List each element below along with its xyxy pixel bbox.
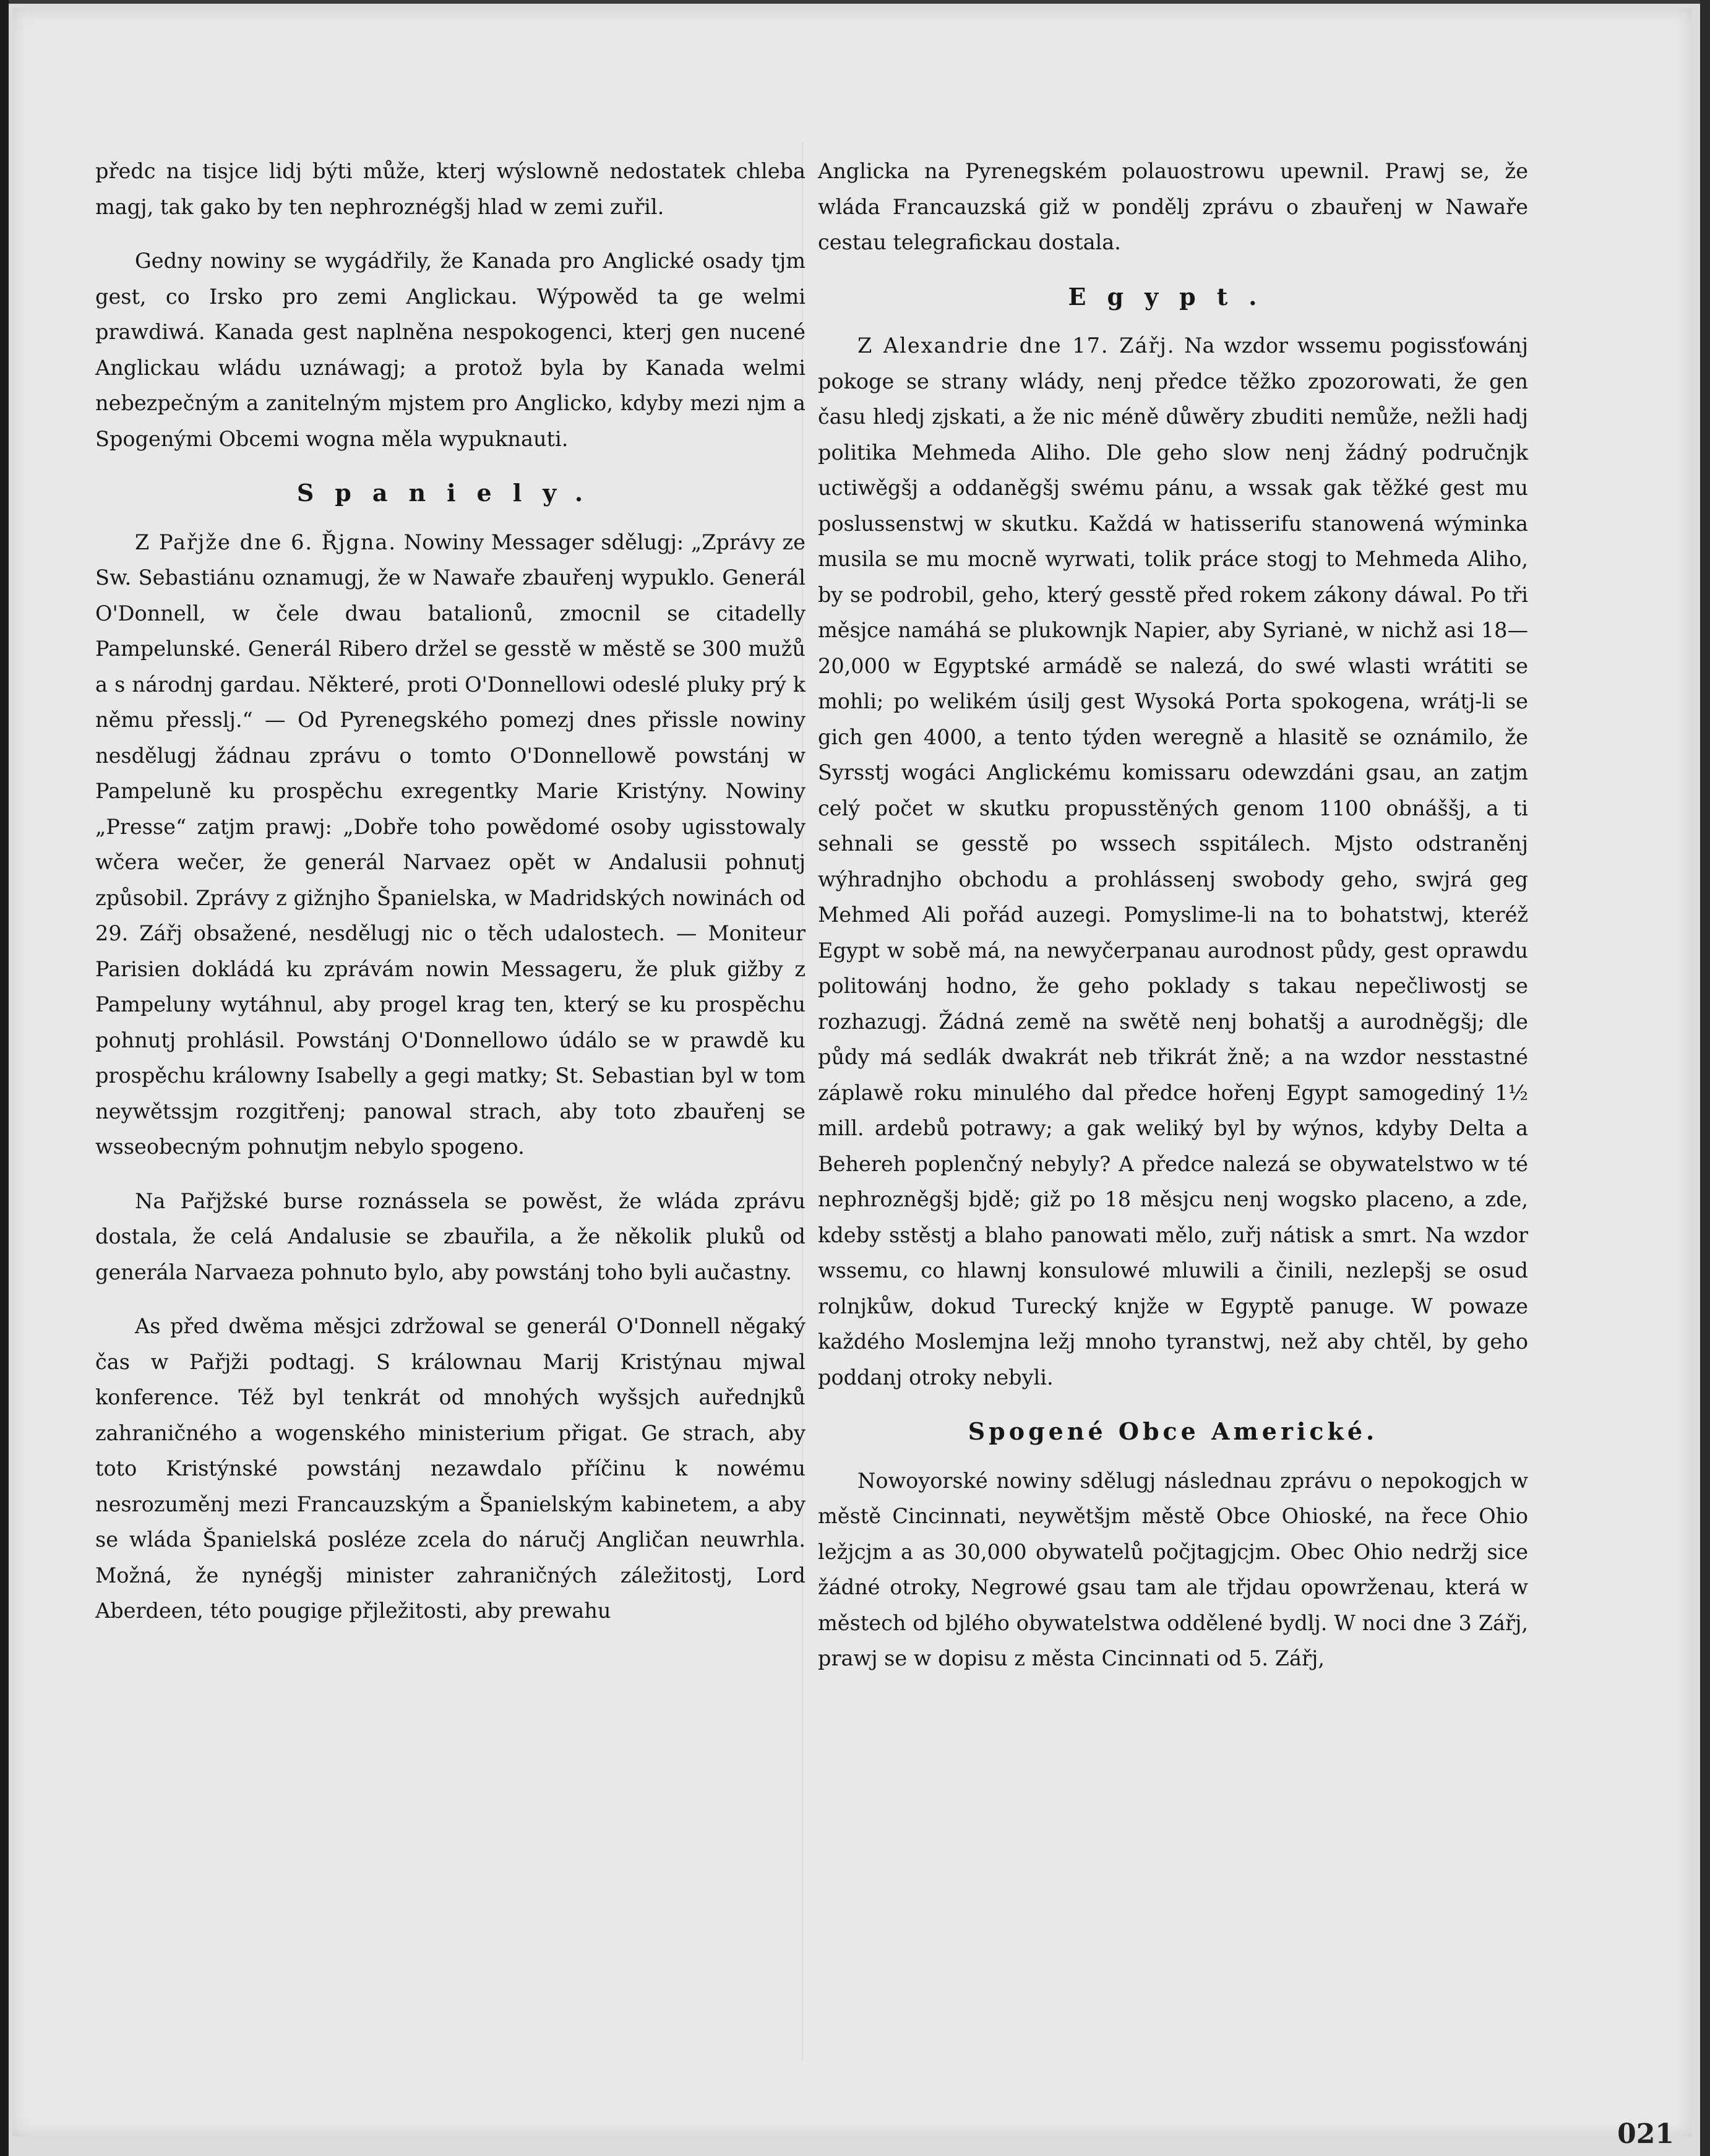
right-column [818, 153, 1528, 1695]
binding-left-edge [0, 0, 9, 2156]
section-heading-usa: Spogené Obce Americké. [968, 1417, 1378, 1445]
paragraph-right-1: Anglicka na Pyrenegském polauostrowu upewnil. Prawj se, že wláda Francauzská giž w pondělj zprávu o zbauřenj w Nawaře cestau telegrafickau dostala. [818, 159, 1528, 254]
section-heading-spain: Spaniely. [296, 479, 604, 507]
paragraph-right-2 [818, 328, 1528, 1395]
paragraph-left-3-body: Nowiny Messager sdělugj: „Zprávy ze Sw. Sebastiánu oznamugj, že w Nawaře zbauřenj wypuklo. Generál O'Donnell, w čele dwau batalionů, zmocnil se citadelly Pampelunské. Generál Ribero držel se gesstě w městě se 300 mužů a s národnj gardau. Některé, proti O'Donnellowi odeslé pluky prý k němu přesslj.“ — Od Pyrenegského pomezj dnes přissle nowiny nesdělugj žádnau zprávu o tomto O'Donnellowě powstánj w Pampeluně ku prospěchu exregentky Marie Kristýny. Nowiny „Presse“ zatjm prawj: „Dobře toho powědomé osoby ugisstowaly wčera wečer, že generál Narvaez opět w Andalusii pohnutj způsobil. Zprávy z gižnjho Španielska, w Madridských nowinách od 29. Zářj obsažené, nesdělugj nic o těch udalostech. — Moniteur Parisien dokládá ku zprávám nowin Messageru, že pluk gižby z Pampeluny wytáhnul, aby progel krag ten, který se ku prospěchu pohnutj prohlásil. Powstánj O'Donnellowo údálo se w prawdě ku prospěchu králowny Isabelly a gegi matky; St. Sebastian byl w tom neywětssjm rozgitřenj; panowal strach, aby toto zbauřenj se wsseobecným pohnutjm nebylo spogeno. [95, 530, 806, 1159]
paragraph-left-5: As před dwěma měsjci zdržowal se generál O'Donnell něgaký čas w Pařjži podtagj. S králownau Marij Kristýnau mjwal konference. Též byl tenkrát od mnohých wyšsjch auřednjků zahraničného a wogenského ministerium přigat. Ge strach, aby toto Kristýnské powstánj nezawdalo příčinu k nowému nesrozuměnj mezi Francauzským a Španielským kabinetem, a aby se wláda Španielská posléze zcela do náručj Angličan neuwrhla. Možná, že nynégšj minister zahraničných záležitostj, Lord Aberdeen, této pougige přjležitosti, aby prewahu [95, 1314, 806, 1623]
section-heading-egypt: Egypt. [1068, 282, 1278, 311]
paragraph-left-2: Gedny nowiny se wygádřily, že Kanada pro Anglické osady tjm gest, co Irsko pro zemi Anglickau. Wýpowěd ta ge welmi prawdiwá. Kanada gest naplněna nespokogenci, kterj gen nucené Anglickau wládu uznáwagj; a protož byla by Kanada welmi nebezpečným a zanitelným mjstem pro Anglicko, kdyby mezi njm a Spogenými Obcemi wogna měla wypuknauti. [95, 249, 806, 451]
page-number: 021 [1617, 2118, 1674, 2150]
left-column [95, 153, 806, 1647]
dateline-alexandria: Z Alexandrie dne 17. Zářj. [857, 333, 1175, 358]
paragraph-right-3: Nowoyorské nowiny sdělugj následnau zprávu o nepokogjch w městě Cincinnati, neywětšjm městě Obce Ohioské, na řece Ohio ležjcjm a as 30,000 obywatelů počjtagjcjm. Obec Ohio nedržj sice žádné otroky, Negrowé gsau tam ale třjdau opowrženau, která w městech od bjlého obywatelstwa oddělené bydlj. W noci dne 3 Zářj, prawj se w dopisu z města Cincinnati od 5. Zářj, [818, 1468, 1528, 1670]
paragraph-left-3 [95, 525, 806, 1165]
paragraph-right-2-body: Na wzdor wssemu pogissťowánj pokoge se strany wlády, nenj předce těžko zpozorowati, že gen času hledj zjskati, a že nic méně důwěry zbuditi nemůže, nežli hadj politika Mehmeda Aliho. Dle geho slow nenj žádný područnjk uctiwěgšj a oddaněgšj swému pánu, a wssak gak těžké gest mu poslussenstwj w skutku. Každá w hatisserifu stanowená wýminka musila se mu mocně wyrwati, tolik práce stogj to Mehmeda Aliho, by se podrobil, geho, který gesstě před rokem zákony dáwal. Po tři měsjce namáhá se plukownjk Napier, aby Syrianė, w nichž asi 18—20,000 w Egyptské armádě se nalezá, do swé wlasti wrátiti se mohli; po welikém úsilj gest Wysoká Porta spokogena, wrátj-li se gich gen 4000, a tento týden weregně a hlasitě se oznámilo, že Syrsstj wogáci Anglickému komissaru odewzdáni gsau, an zatjm celý počet w skutku propusstěných genom 1100 obnáššj, a ti sehnali se gesstě po wssech sspitálech. Mjsto odstraněnj wýhradnjho obchodu a prohlássenj swobody geho, swjrá geg Mehmed Ali pořád auzegi. Pomyslime-li na to bohatstwj, kteréž Egypt w sobě má, na newyčerpanau aurodnost půdy, gest oprawdu politowánj hodno, že geho poklady s takau nepečliwostj se rozhazugj. Žádná země na swětě nenj bohatšj a aurodněgšj; dle půdy má sedlák dwakrát neb třikrát žně; a na wzdor nesstastné záplawě roku minulého dal předce hořenj Egypt samogediný 1½ mill. ardebů potrawy; a gak weliký byl by wýnos, kdyby Delta a Behereh poplenčný nebyly? A předce nalezá se obywatelstwo w té nephrozněgšj bjdě; giž po 18 měsjcu nenj wogsko placeno, a zde, kdeby sstěstj a blaho panowati mělo, zuřj nátisk a smrt. Na wzdor wssemu, co hlawnj konsulowé mluwili a činili, nezlepšj se osud rolnjkůw, dokud Turecký knjže w Egyptě panuge. W powaze každého Moslemjna ležj mnoho tyranstwj, než aby chtěl, by geho poddanj otroky nebyli. [818, 333, 1528, 1389]
paragraph-left-1: předc na tisjce lidj býti může, kterj wýslowně nedostatek chleba magj, tak gako by ten nephroznégšj hlad w zemi zuřil. [95, 159, 806, 219]
page-top-edge [0, 0, 1710, 4]
paragraph-left-4: Na Pařjžské burse roznássela se powěst, že wláda zprávu dostala, že celá Andalusie se zbauřila, a že několik pluků od generála Narvaeza pohnuto bylo, aby powstánj toho byli aučastny. [95, 1188, 806, 1284]
dateline-paris: Z Pařjže dne 6. Řjgna. [135, 530, 397, 554]
binding-right-edge [1700, 0, 1710, 2156]
